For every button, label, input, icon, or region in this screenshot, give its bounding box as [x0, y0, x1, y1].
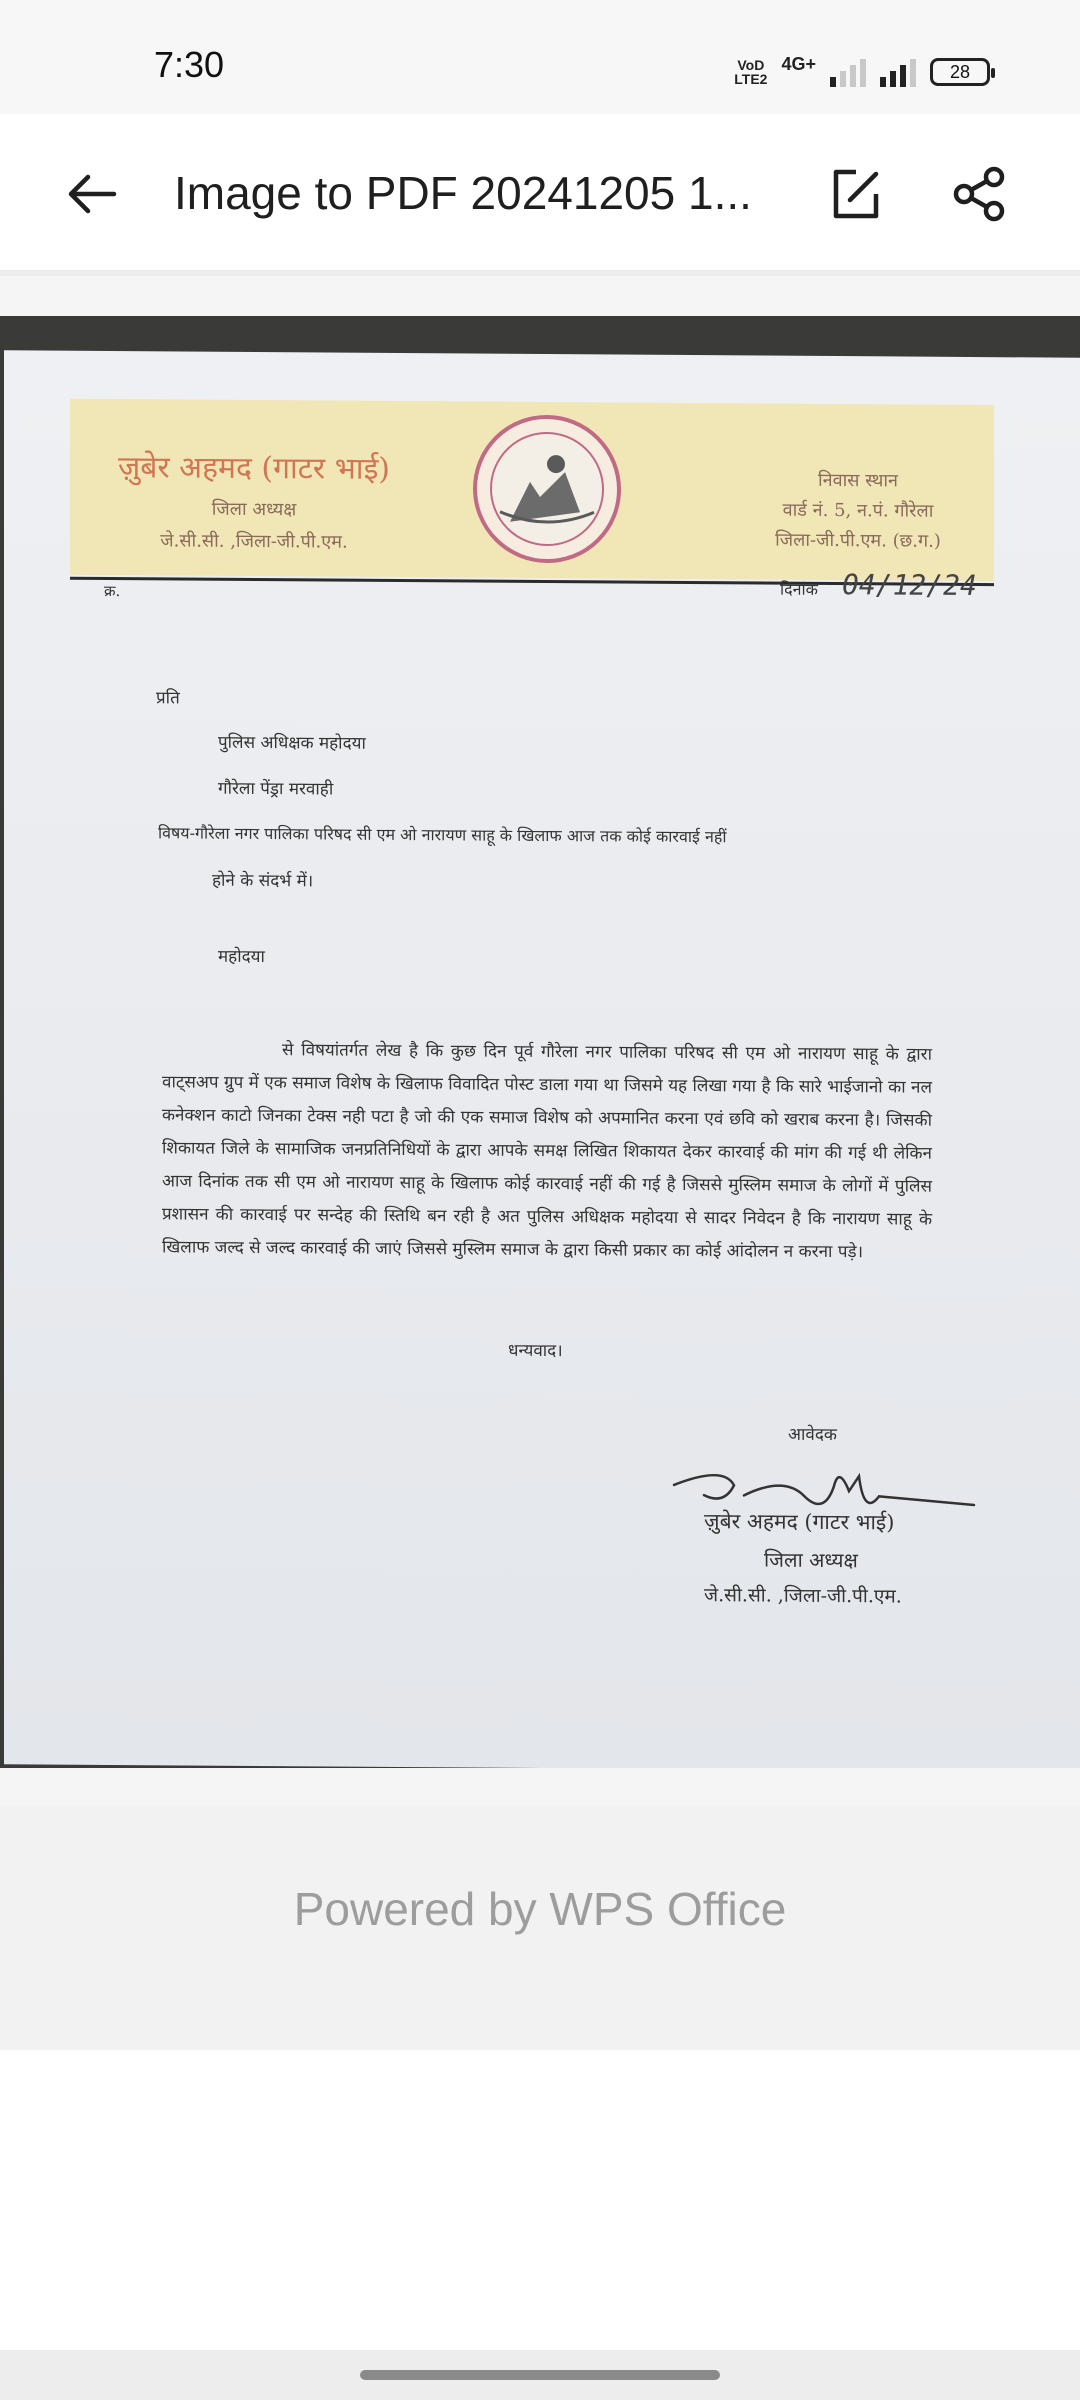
- sign-name: ज़ुबेर अहमद (गाटर भाई): [704, 1509, 895, 1535]
- date-label: दिनांक: [780, 579, 818, 599]
- edit-icon: [826, 164, 886, 224]
- letter-body: [4, 350, 1080, 1768]
- signal-icon: [830, 57, 866, 87]
- status-time: 7:30: [154, 44, 225, 85]
- empty-area: [0, 2050, 1080, 2350]
- network-type: 4G+: [781, 53, 816, 74]
- share-button[interactable]: [950, 164, 1010, 224]
- letterhead-designation: जिला अध्यक्ष: [211, 498, 297, 521]
- thanks: धन्यवाद।: [508, 1340, 563, 1362]
- address-line-2: जिला-जी.पी.एम. (छ.ग.): [775, 529, 941, 552]
- back-button[interactable]: [62, 164, 122, 224]
- address-line-1: वार्ड नं. 5, न.पं. गौरेला: [782, 499, 934, 522]
- battery-icon: 28: [930, 58, 990, 86]
- subject-line-1: विषय-गौरेला नगर पालिका परिषद सी एम ओ नारायण साहू के खिलाफ आज तक कोई कारवाई नहीं: [158, 823, 727, 847]
- footer: [0, 1806, 1080, 2050]
- status-icons: [734, 52, 990, 92]
- divider: [0, 270, 1080, 276]
- letterhead-name: ज़ुबेर अहमद (गाटर भाई): [117, 450, 391, 487]
- home-gesture-handle[interactable]: [360, 2370, 720, 2380]
- document-page-image[interactable]: [0, 316, 1080, 1768]
- share-icon: [950, 164, 1010, 224]
- letter-paragraph: से विषयांतर्गत लेख है कि कुछ दिन पूर्व गौरेला नगर पालिका परिषद सी एम ओ नारायण साहू के द्वारा वाट्सअप ग्रुप में एक समाज विशेष के खिलाफ विवादित पोस्ट डाला गया था जिसमे यह लिखा गया है कि सारे भाईजानो का नल कनेक्शन काटो जिनका टेक्स नही पटा है जो की एक समाज विशेष को अपमानित करना एवं छवि को खराब करना है। जिसकी शिकायत जिले के सामाजिक जनप्रतिनिधियों के द्वारा आपके समक्ष लिखित शिकायत देकर कारवाई की मांग की गई थी लेकिन आज दिनांक तक सी एम ओ नारायण साहू के खिलाफ कोई कारवाई नहीं की गई है जिससे मुस्लिम समाज के लोगों में पुलिस प्रशासन की कारवाई पर सन्देह की स्तिथि बन रही है अत पुलिस अधिक्षक महोदया से सादर निवेदन है कि नारायण साहू के खिलाफ जल्द से जल्द कारवाई की जाएं जिससे मुस्लिम समाज के द्वारा किसी प्रकार का कोई आंदोलन न करना पड़े।: [162, 1040, 932, 1263]
- powered-by-text: Powered by WPS Office: [293, 1883, 787, 1935]
- applicant-label: आवेदक: [788, 1424, 837, 1446]
- edit-button[interactable]: [826, 164, 886, 224]
- recipient-line-2: गौरेला पेंड्रा मरवाही: [218, 778, 334, 800]
- document-title: Image to PDF 20241205 1...: [174, 167, 752, 219]
- address-title: निवास स्थान: [817, 469, 898, 492]
- to-label: प्रति: [156, 688, 180, 709]
- volte-icon: VoD LTE2: [734, 57, 768, 87]
- status-bar: [0, 0, 1080, 114]
- subject-line-2: होने के संदर्भ में।: [212, 870, 314, 892]
- ref-no: क्र.: [104, 581, 121, 601]
- signal-icon-2: [880, 57, 916, 87]
- sign-designation: जिला अध्यक्ष: [764, 1547, 858, 1573]
- letterhead-org: जे.सी.सी. ,जिला-जी.पी.एम.: [160, 530, 348, 553]
- recipient-line-1: पुलिस अधिक्षक महोदया: [218, 732, 366, 754]
- app-bar: [0, 114, 1080, 270]
- letter-paper: [4, 350, 1080, 1768]
- date-value: 04/12/24: [842, 568, 977, 603]
- sign-org: जे.सी.सी. ,जिला-जी.पी.एम.: [704, 1584, 902, 1608]
- back-arrow-icon: [62, 164, 122, 224]
- salutation: महोदया: [218, 946, 265, 968]
